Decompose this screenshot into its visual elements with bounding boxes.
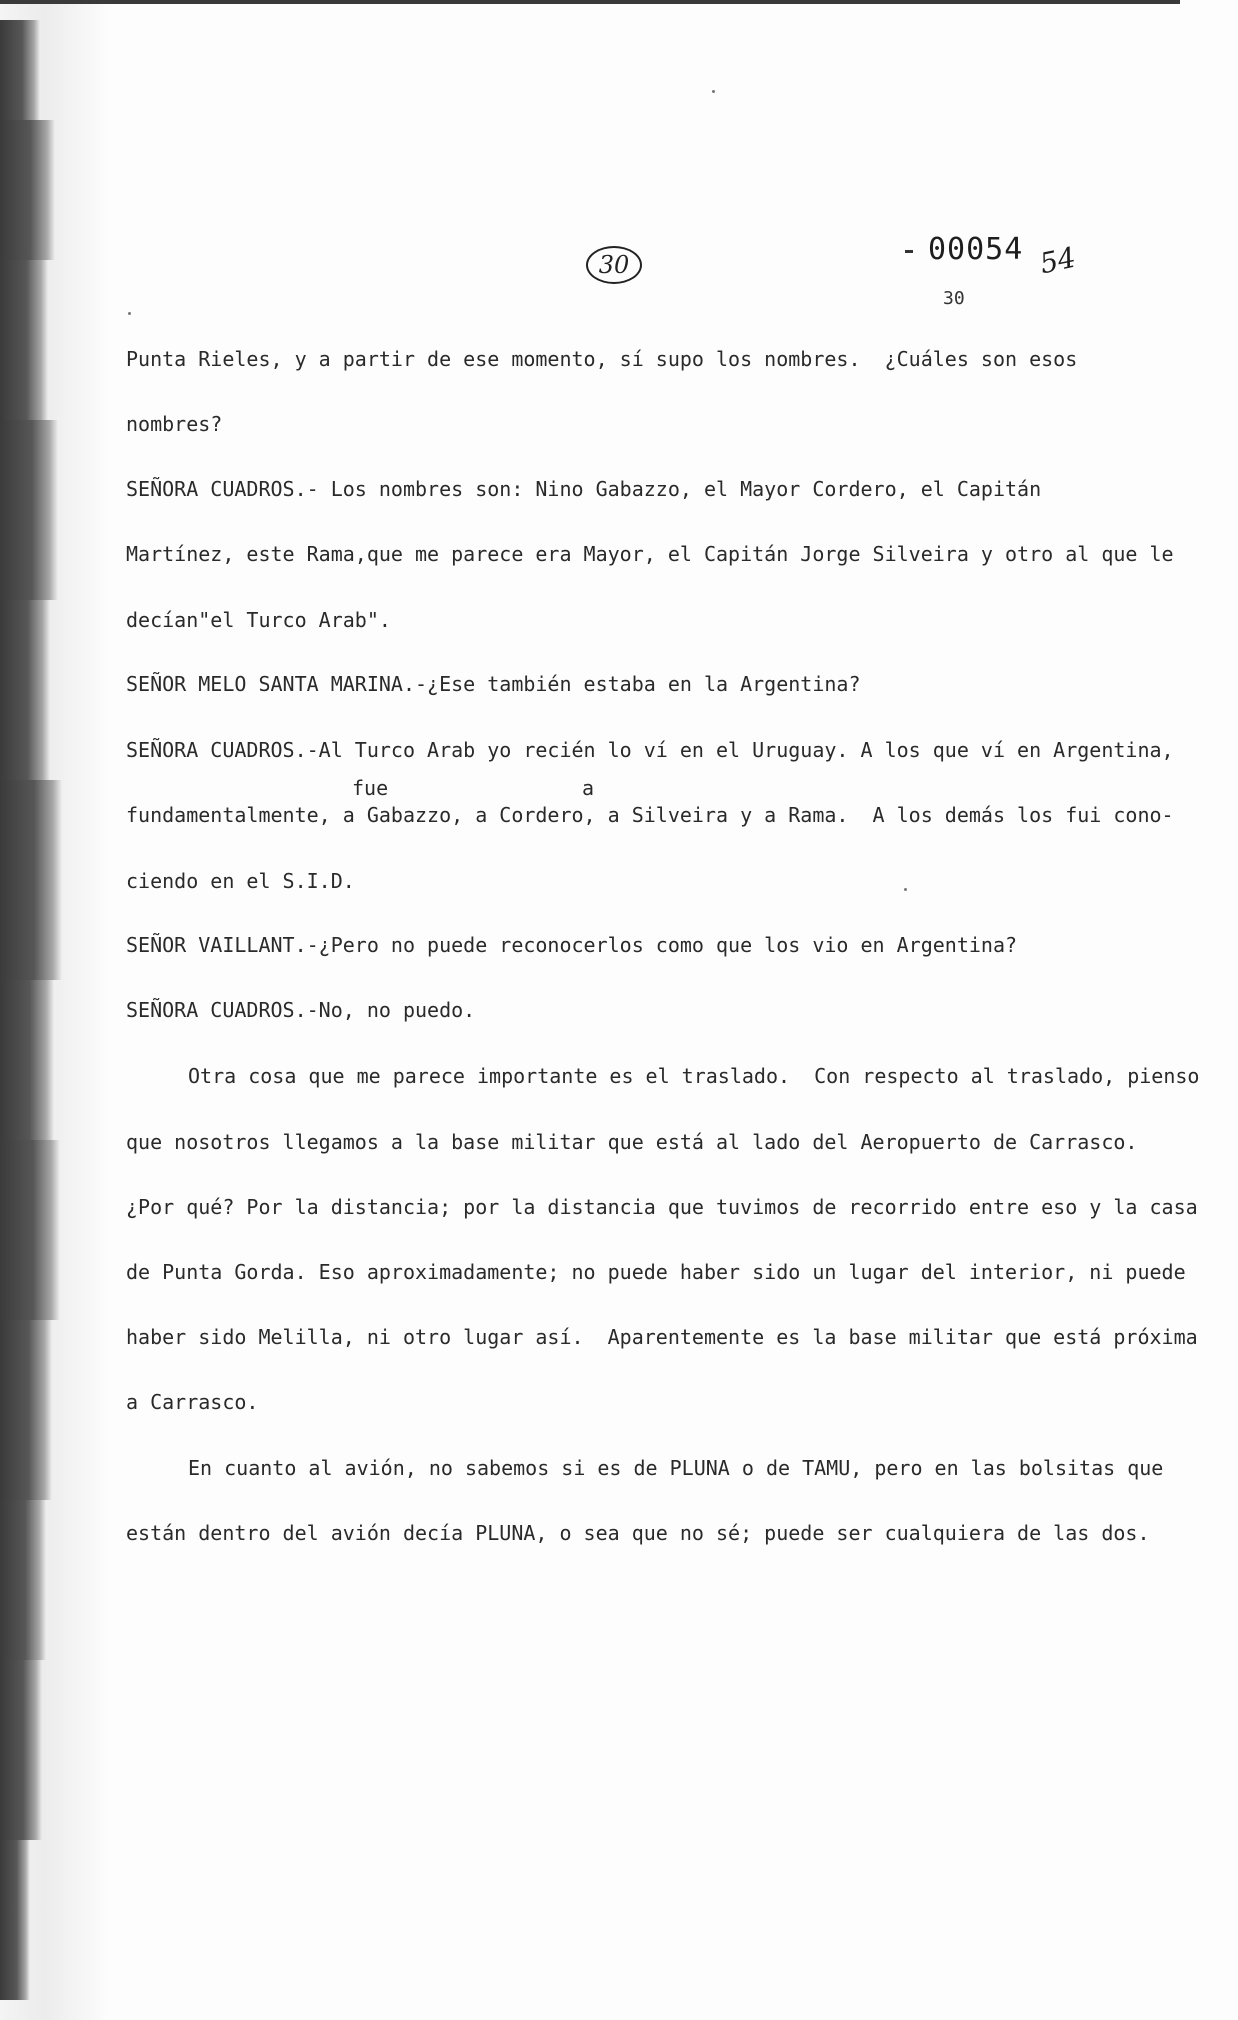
scan-speck (904, 888, 907, 891)
binding-edge-band (0, 120, 55, 260)
text-line-15: de Punta Gorda. Eso aproximadamente; no puede haber sido un lugar del interior, ni puede (126, 1260, 1186, 1284)
binding-edge-band (0, 600, 50, 780)
text-line-7: SEÑORA CUADROS.-Al Turco Arab yo recién lo ví en el Uruguay. A los que ví en Argentina, (126, 738, 1174, 762)
text-line-6: SEÑOR MELO SANTA MARINA.-¿Ese también estaba en la Argentina? (126, 672, 861, 696)
text-line-5: decían"el Turco Arab". (126, 608, 391, 632)
top-border-rule (0, 0, 1180, 4)
text-line-1: Punta Rieles, y a partir de ese momento, sí supo los nombres. ¿Cuáles son esos (126, 347, 1078, 371)
text-line-17: a Carrasco. (126, 1390, 259, 1414)
handwritten-folio: 54 (1036, 240, 1079, 281)
text-line-18: En cuanto al avión, no sabemos si es de PLUNA o de TAMU, pero en las bolsitas que (188, 1456, 1164, 1480)
folio-dash-mark (905, 250, 913, 253)
text-line-9: ciendo en el S.I.D. (126, 869, 355, 893)
text-line-10: SEÑOR VAILLANT.-¿Pero no puede reconocerlos como que los vio en Argentina? (126, 933, 1018, 957)
binding-edge-band (0, 1500, 46, 1660)
text-line-12: Otra cosa que me parece importante es el traslado. Con respecto al traslado, pienso (188, 1064, 1200, 1088)
binding-edge-band (0, 420, 58, 600)
binding-edge-band (0, 780, 62, 980)
binding-edge-band (0, 1140, 60, 1320)
scan-speck (128, 312, 131, 315)
folio-stamp: 00054 (928, 232, 1024, 267)
binding-edge-band (0, 1320, 52, 1500)
page-number: 30 (943, 288, 965, 309)
text-line-14: ¿Por qué? Por la distancia; por la distancia que tuvimos de recorrido entre eso y la casa (126, 1195, 1198, 1219)
handwritten-circled-number: 30 (586, 246, 642, 284)
text-line-4: Martínez, este Rama,que me parece era Mayor, el Capitán Jorge Silveira y otro al que le (126, 542, 1174, 566)
binding-edge-band (0, 980, 54, 1140)
interlinear-insertion-a: a (582, 776, 595, 800)
text-line-3: SEÑORA CUADROS.- Los nombres son: Nino Gabazzo, el Mayor Cordero, el Capitán (126, 477, 1042, 501)
binding-edge-band (0, 260, 48, 420)
binding-edge-band (0, 20, 40, 120)
interlinear-insertion-fue: fue (352, 776, 389, 800)
text-line-13: que nosotros llegamos a la base militar que está al lado del Aeropuerto de Carrasco. (126, 1130, 1138, 1154)
text-line-11: SEÑORA CUADROS.-No, no puedo. (126, 998, 476, 1022)
binding-edge-band (0, 1840, 30, 2000)
text-line-19: están dentro del avión decía PLUNA, o sea que no sé; puede ser cualquiera de las dos. (126, 1521, 1150, 1545)
text-line-16: haber sido Melilla, ni otro lugar así. Aparentemente es la base militar que está próxima (126, 1325, 1198, 1349)
binding-edge-band (0, 1660, 42, 1840)
text-line-8: fundamentalmente, a Gabazzo, a Cordero, a Silveira y a Rama. A los demás los fui cono- (126, 803, 1174, 827)
text-line-2: nombres? (126, 412, 223, 436)
scan-speck (712, 90, 715, 93)
